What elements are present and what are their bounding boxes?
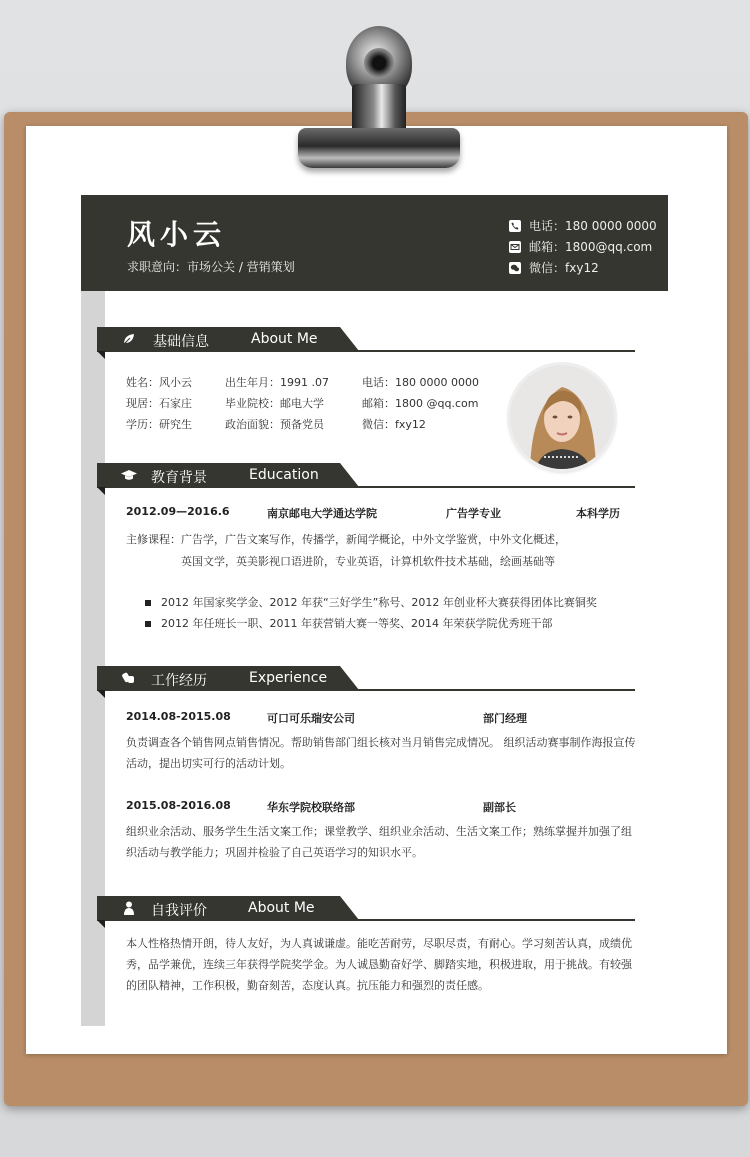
graduation-cap-icon (121, 468, 137, 482)
section-experience (97, 666, 635, 692)
job-period: 2014.08-2015.08 (126, 710, 231, 723)
contact-phone-label: 电话： (529, 219, 566, 233)
info-wechat: 微信：fxy12 (362, 418, 426, 431)
award-text: 2012 年国家奖学金、2012 年获“三好学生”称号、2012 年创业杯大赛获得团体比赛铜奖 (161, 596, 597, 609)
info-email: 邮箱：1800 @qq.com (362, 397, 479, 410)
info-degree: 学历：研究生 (126, 418, 192, 431)
info-location: 现居：石家庄 (126, 397, 192, 410)
job-role: 部门经理 (483, 712, 527, 725)
job-role: 副部长 (483, 801, 516, 814)
edu-courses-line1: 主修课程：广告学，广告文案写作，传播学，新闻学概论，中外文学鉴赏，中外文化概述， (126, 533, 566, 546)
info-politics: 政治面貌：预备党员 (225, 418, 324, 431)
job-intent (127, 258, 295, 275)
info-school: 毕业院校：邮电大学 (225, 397, 324, 410)
edu-major: 广告学专业 (446, 507, 501, 520)
leaf-icon (121, 332, 137, 346)
section-title-en: Experience (249, 670, 328, 686)
contact-phone-value[interactable]: 180 0000 0000 (565, 218, 657, 233)
contact-email-label: 邮箱： (529, 240, 566, 254)
info-birth: 出生年月：1991 .07 (225, 376, 329, 389)
clip-hole (364, 48, 394, 78)
award-text: 2012 年任班长一职、2011 年获营销大赛一等奖、2014 年荣获学院优秀班干部 (161, 617, 553, 630)
wechat-icon (509, 262, 521, 274)
resume-header (81, 195, 668, 291)
contact-email-value[interactable]: 1800@qq.com (565, 239, 653, 254)
contact-wechat-label: 微信： (529, 261, 566, 275)
contact-email (509, 236, 657, 257)
self-evaluation-text: 本人性格热情开朗，待人友好，为人真诚谦虚。能吃苦耐劳，尽职尽责，有耐心。学习刻苦认真，成绩优秀，品学兼优，连续三年获得学院奖学金。为人诚恳勤奋好学、脚踏实地，积极进取，用于挑战。有较强的团队精神，工作积极，勤奋刻苦，态度认真。抗压能力和强烈的责任感。 (126, 937, 632, 992)
section-title-en: Education (249, 467, 319, 483)
award-item (145, 594, 597, 610)
section-education (97, 463, 635, 489)
info-phone: 电话：180 0000 0000 (362, 376, 479, 389)
award-item (145, 615, 552, 631)
job-company: 华东学院校联络部 (267, 801, 355, 814)
phone-icon (509, 220, 521, 232)
job-company: 可口可乐瑞安公司 (267, 712, 355, 725)
section-title-zh: 教育背景 (151, 470, 207, 486)
edu-period: 2012.09—2016.6 (126, 505, 230, 518)
section-self-evaluation (97, 896, 635, 922)
mail-icon (509, 241, 521, 253)
bullet-icon (145, 621, 151, 627)
edu-degree: 本科学历 (576, 507, 620, 520)
edu-school: 南京邮电大学通达学院 (267, 507, 377, 520)
profile-photo (510, 365, 614, 469)
job-intent-value: 市场公关 / 营销策划 (187, 260, 295, 274)
section-title-en: About Me (248, 900, 315, 916)
section-basic-info (97, 327, 635, 353)
edu-courses-line2: 英国文学，英美影视口语进阶，专业英语，计算机软件技术基础，绘画基础等 (181, 555, 555, 568)
job-intent-label: 求职意向： (127, 260, 188, 274)
job-period: 2015.08-2016.08 (126, 799, 231, 812)
candidate-name: 风小云 (127, 218, 227, 251)
handshake-icon (121, 671, 137, 685)
section-title-zh: 自我评价 (151, 903, 207, 919)
person-icon (121, 901, 137, 915)
section-title-zh: 基础信息 (153, 334, 209, 350)
header-contacts (509, 215, 657, 278)
job-description: 组织业余活动、服务学生生活文案工作；课堂教学、组织业余活动、生活文案工作；熟练掌握并加强了组织活动与教学能力；巩固并检验了自己英语学习的知识水平。 (126, 825, 632, 859)
bullet-icon (145, 600, 151, 606)
contact-wechat (509, 257, 657, 278)
contact-phone (509, 215, 657, 236)
section-title-zh: 工作经历 (151, 673, 207, 689)
clip-base (298, 128, 460, 168)
job-description: 负责调查各个销售网点销售情况。帮助销售部门组长核对当月销售完成情况。 组织活动赛事制作海报宣传活动，提出切实可行的活动计划。 (126, 736, 636, 770)
info-name: 姓名：风小云 (126, 376, 192, 389)
contact-wechat-value[interactable]: fxy12 (565, 260, 599, 275)
section-title-en: About Me (251, 331, 318, 347)
